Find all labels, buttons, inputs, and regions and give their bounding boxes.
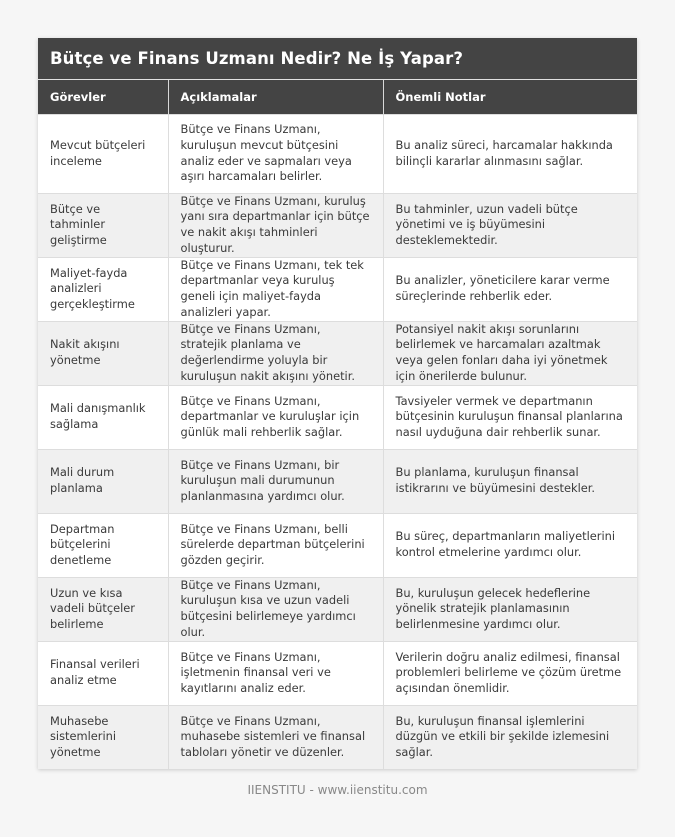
description-cell: Bütçe ve Finans Uzmanı, stratejik planlama ve değerlendirme yoluyla bir kuruluşun nakit akışını yönetir. [168, 321, 383, 385]
column-header-descriptions: Açıklamalar [168, 80, 383, 114]
note-cell: Bu planlama, kuruluşun finansal istikrarını ve büyümesini destekler. [383, 449, 637, 513]
info-table-card [38, 38, 637, 769]
table-row [38, 513, 637, 577]
task-cell: Muhasebe sistemlerini yönetme [38, 705, 168, 769]
description-cell: Bütçe ve Finans Uzmanı, belli sürelerde departman bütçelerini gözden geçirir. [168, 513, 383, 577]
description-cell: Bütçe ve Finans Uzmanı, muhasebe sistemleri ve finansal tabloları yönetir ve düzenler. [168, 705, 383, 769]
note-cell: Bu tahminler, uzun vadeli bütçe yönetimi ve iş büyümesini desteklemektedir. [383, 193, 637, 257]
note-cell: Bu, kuruluşun gelecek hedeflerine yönelik stratejik planlamasının belirlenmesine yardımcı olur. [383, 577, 637, 641]
column-header-tasks: Görevler [38, 80, 168, 114]
table-row [38, 705, 637, 769]
note-cell: Verilerin doğru analiz edilmesi, finansal problemleri belirleme ve çözüm üretme açısından önemlidir. [383, 641, 637, 705]
footer-credit: IIENSTITU - www.iienstitu.com [247, 783, 428, 797]
description-cell: Bütçe ve Finans Uzmanı, bir kuruluşun mali durumunun planlanmasına yardımcı olur. [168, 449, 383, 513]
task-cell: Nakit akışını yönetme [38, 321, 168, 385]
task-cell: Bütçe ve tahminler geliştirme [38, 193, 168, 257]
table-row [38, 449, 637, 513]
table-row [38, 385, 637, 449]
task-cell: Mevcut bütçeleri inceleme [38, 114, 168, 193]
tasks-table [38, 80, 637, 769]
note-cell: Bu süreç, departmanların maliyetlerini kontrol etmelerine yardımcı olur. [383, 513, 637, 577]
table-row [38, 641, 637, 705]
description-cell: Bütçe ve Finans Uzmanı, kuruluş yanı sıra departmanlar için bütçe ve nakit akışı tahminleri oluşturur. [168, 193, 383, 257]
table-row [38, 257, 637, 321]
table-header-row [38, 80, 637, 114]
description-cell: Bütçe ve Finans Uzmanı, departmanlar ve kuruluşlar için günlük mali rehberlik sağlar. [168, 385, 383, 449]
note-cell: Bu, kuruluşun finansal işlemlerini düzgün ve etkili bir şekilde izlemesini sağlar. [383, 705, 637, 769]
table-row [38, 577, 637, 641]
note-cell: Tavsiyeler vermek ve departmanın bütçesinin kuruluşun finansal planlarına nasıl uyduğuna dair rehberlik sunar. [383, 385, 637, 449]
note-cell: Potansiyel nakit akışı sorunlarını belirlemek ve harcamaları azaltmak veya gelen fonları daha iyi yönetmek için önerilerde bulunur. [383, 321, 637, 385]
description-cell: Bütçe ve Finans Uzmanı, tek tek departmanlar veya kuruluş geneli için maliyet-fayda analizleri yapar. [168, 257, 383, 321]
page-title: Bütçe ve Finans Uzmanı Nedir? Ne İş Yapar? [50, 49, 464, 68]
note-cell: Bu analizler, yöneticilere karar verme süreçlerinde rehberlik eder. [383, 257, 637, 321]
description-cell: Bütçe ve Finans Uzmanı, işletmenin finansal veri ve kayıtlarını analiz eder. [168, 641, 383, 705]
note-cell: Bu analiz süreci, harcamalar hakkında bilinçli kararlar alınmasını sağlar. [383, 114, 637, 193]
column-header-notes: Önemli Notlar [383, 80, 637, 114]
table-row [38, 321, 637, 385]
task-cell: Mali danışmanlık sağlama [38, 385, 168, 449]
task-cell: Mali durum planlama [38, 449, 168, 513]
table-row [38, 193, 637, 257]
task-cell: Uzun ve kısa vadeli bütçeler belirleme [38, 577, 168, 641]
task-cell: Maliyet-fayda analizleri gerçekleştirme [38, 257, 168, 321]
description-cell: Bütçe ve Finans Uzmanı, kuruluşun kısa ve uzun vadeli bütçesini belirlemeye yardımcı olur. [168, 577, 383, 641]
table-row [38, 114, 637, 193]
task-cell: Finansal verileri analiz etme [38, 641, 168, 705]
title-bar [38, 38, 637, 80]
task-cell: Departman bütçelerini denetleme [38, 513, 168, 577]
description-cell: Bütçe ve Finans Uzmanı, kuruluşun mevcut bütçesini analiz eder ve sapmaları veya aşırı harcamaları belirler. [168, 114, 383, 193]
